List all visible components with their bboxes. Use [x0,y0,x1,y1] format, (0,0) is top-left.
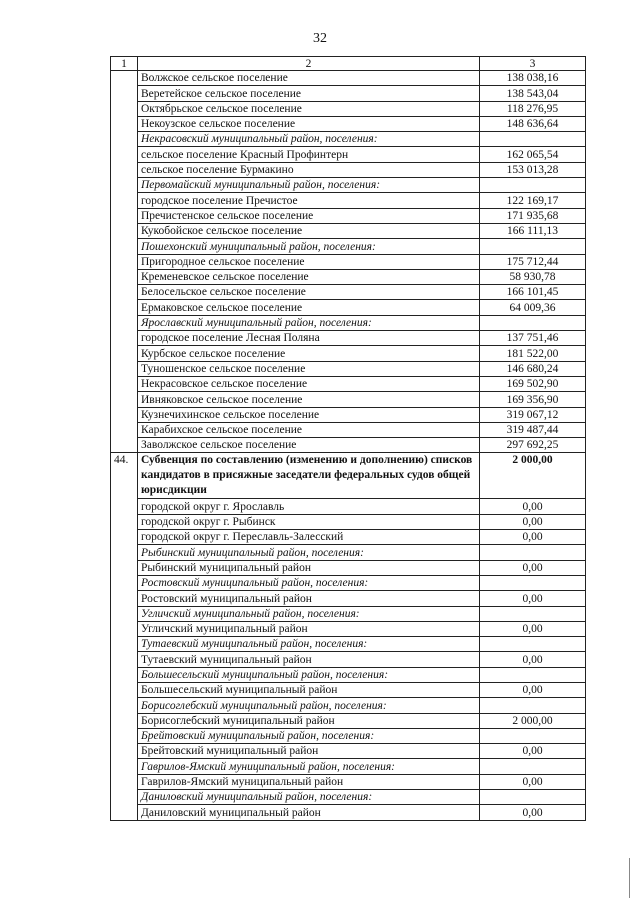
amount-cell [480,637,586,652]
settlement-name: Курбское сельское поселение [138,346,480,361]
subsidy-title: Субвенция по составлению (изменению и дополнению) списков кандидатов в присяжные заседатели федеральных судов общей юрисдикции [138,453,480,499]
district-subheader-row [111,575,586,590]
table-row [111,116,586,131]
row-number-cell [111,71,138,453]
settlement-name: городской округ г. Переславль-Залесский [138,530,480,545]
district-name: Рыбинский муниципальный район, поселения: [138,545,480,560]
table-row [111,530,586,545]
amount-cell: 137 751,46 [480,331,586,346]
header-col-1: 1 [111,57,138,71]
table-row [111,376,586,391]
district-subheader-row [111,315,586,330]
amount-cell [480,759,586,774]
district-subheader-row [111,759,586,774]
district-subheader-row [111,606,586,621]
amount-cell [480,606,586,621]
table-row [111,223,586,238]
table-row [111,805,586,820]
subsidy-number: 44. [111,453,138,820]
amount-cell [480,790,586,805]
settlement-name: Туношенское сельское поселение [138,361,480,376]
table-row [111,86,586,101]
settlement-name: городское поселение Пречистое [138,193,480,208]
amount-cell: 118 276,95 [480,101,586,116]
amount-cell: 0,00 [480,774,586,789]
district-name: Борисоглебский муниципальный район, поселения: [138,698,480,713]
amount-cell: 166 101,45 [480,285,586,300]
header-col-2: 2 [138,57,480,71]
scan-edge-mark [629,858,634,898]
table-row [111,208,586,223]
amount-cell: 0,00 [480,591,586,606]
settlement-name: Кременевское сельское поселение [138,269,480,284]
settlement-name: Даниловский муниципальный район [138,805,480,820]
table-row [111,71,586,86]
table-row [111,499,586,514]
settlement-name: Волжское сельское поселение [138,71,480,86]
settlement-name: Пригородное сельское поселение [138,254,480,269]
settlement-name: Тутаевский муниципальный район [138,652,480,667]
subsidy-amount: 2 000,00 [480,453,586,499]
district-name: Даниловский муниципальный район, поселения: [138,790,480,805]
budget-table [110,56,586,821]
amount-cell [480,545,586,560]
district-name: Ярославский муниципальный район, поселения: [138,315,480,330]
settlement-name: Кузнечихинское сельское поселение [138,407,480,422]
amount-cell: 0,00 [480,682,586,697]
amount-cell: 153 013,28 [480,162,586,177]
district-name: Большесельский муниципальный район, поселения: [138,667,480,682]
settlement-name: Некоузское сельское поселение [138,116,480,131]
table-row [111,744,586,759]
amount-cell: 138 543,04 [480,86,586,101]
table-row [111,392,586,407]
settlement-name: Заволжское сельское поселение [138,438,480,453]
amount-cell: 148 636,64 [480,116,586,131]
table-row [111,269,586,284]
amount-cell: 122 169,17 [480,193,586,208]
district-subheader-row [111,637,586,652]
settlement-name: Большесельский муниципальный район [138,682,480,697]
district-subheader-row [111,178,586,193]
settlement-name: городской округ г. Рыбинск [138,514,480,529]
amount-cell: 0,00 [480,499,586,514]
district-name: Тутаевский муниципальный район, поселения: [138,637,480,652]
settlement-name: городское поселение Лесная Поляна [138,331,480,346]
amount-cell [480,575,586,590]
table-row [111,560,586,575]
district-subheader-row [111,132,586,147]
table-row [111,331,586,346]
amount-cell: 0,00 [480,530,586,545]
amount-cell: 175 712,44 [480,254,586,269]
settlement-name: городской округ г. Ярославль [138,499,480,514]
settlement-name: Брейтовский муниципальный район [138,744,480,759]
table-row [111,101,586,116]
settlement-name: Ростовский муниципальный район [138,591,480,606]
table-row [111,300,586,315]
amount-cell: 58 930,78 [480,269,586,284]
amount-cell: 146 680,24 [480,361,586,376]
subsidy-row [111,453,586,499]
amount-cell: 0,00 [480,514,586,529]
settlement-name: Угличский муниципальный район [138,621,480,636]
district-subheader-row [111,239,586,254]
amount-cell: 0,00 [480,805,586,820]
table-header-row [111,57,586,71]
amount-cell [480,667,586,682]
district-subheader-row [111,698,586,713]
amount-cell: 319 067,12 [480,407,586,422]
table-row [111,591,586,606]
page-number: 32 [313,31,327,46]
table-row [111,162,586,177]
settlement-name: Веретейское сельское поселение [138,86,480,101]
amount-cell: 171 935,68 [480,208,586,223]
table-row [111,407,586,422]
district-subheader-row [111,545,586,560]
amount-cell: 181 522,00 [480,346,586,361]
district-name: Пошехонский муниципальный район, поселения: [138,239,480,254]
table-row [111,713,586,728]
district-subheader-row [111,728,586,743]
settlement-name: Белосельское сельское поселение [138,285,480,300]
table-row [111,285,586,300]
settlement-name: Ивняковское сельское поселение [138,392,480,407]
table-row [111,438,586,453]
amount-cell: 169 356,90 [480,392,586,407]
district-name: Брейтовский муниципальный район, поселения: [138,728,480,743]
district-subheader-row [111,667,586,682]
amount-cell: 64 009,36 [480,300,586,315]
amount-cell [480,178,586,193]
table-row [111,774,586,789]
amount-cell: 2 000,00 [480,713,586,728]
amount-cell: 162 065,54 [480,147,586,162]
settlement-name: Октябрьское сельское поселение [138,101,480,116]
header-col-3: 3 [480,57,586,71]
table-row [111,652,586,667]
amount-cell: 0,00 [480,621,586,636]
table-row [111,147,586,162]
district-name: Первомайский муниципальный район, поселения: [138,178,480,193]
district-name: Ростовский муниципальный район, поселения: [138,575,480,590]
amount-cell: 138 038,16 [480,71,586,86]
settlement-name: Ермаковское сельское поселение [138,300,480,315]
amount-cell: 0,00 [480,652,586,667]
table-row [111,621,586,636]
settlement-name: сельское поселение Бурмакино [138,162,480,177]
table-row [111,682,586,697]
settlement-name: Некрасовское сельское поселение [138,376,480,391]
amount-cell [480,239,586,254]
district-name: Некрасовский муниципальный район, поселения: [138,132,480,147]
table-row [111,514,586,529]
table-row [111,254,586,269]
settlement-name: Пречистенское сельское поселение [138,208,480,223]
amount-cell [480,698,586,713]
table-row [111,361,586,376]
district-name: Угличский муниципальный район, поселения: [138,606,480,621]
amount-cell: 297 692,25 [480,438,586,453]
amount-cell: 169 502,90 [480,376,586,391]
amount-cell: 0,00 [480,560,586,575]
district-subheader-row [111,790,586,805]
district-name: Гаврилов-Ямский муниципальный район, поселения: [138,759,480,774]
settlement-name: Карабихское сельское поселение [138,422,480,437]
settlement-name: Борисоглебский муниципальный район [138,713,480,728]
table-row [111,422,586,437]
settlement-name: Гаврилов-Ямский муниципальный район [138,774,480,789]
amount-cell: 166 111,13 [480,223,586,238]
amount-cell [480,315,586,330]
amount-cell [480,728,586,743]
amount-cell: 319 487,44 [480,422,586,437]
table-row [111,193,586,208]
settlement-name: сельское поселение Красный Профинтерн [138,147,480,162]
amount-cell [480,132,586,147]
table-row [111,346,586,361]
amount-cell: 0,00 [480,744,586,759]
settlement-name: Рыбинский муниципальный район [138,560,480,575]
settlement-name: Кукобойское сельское поселение [138,223,480,238]
